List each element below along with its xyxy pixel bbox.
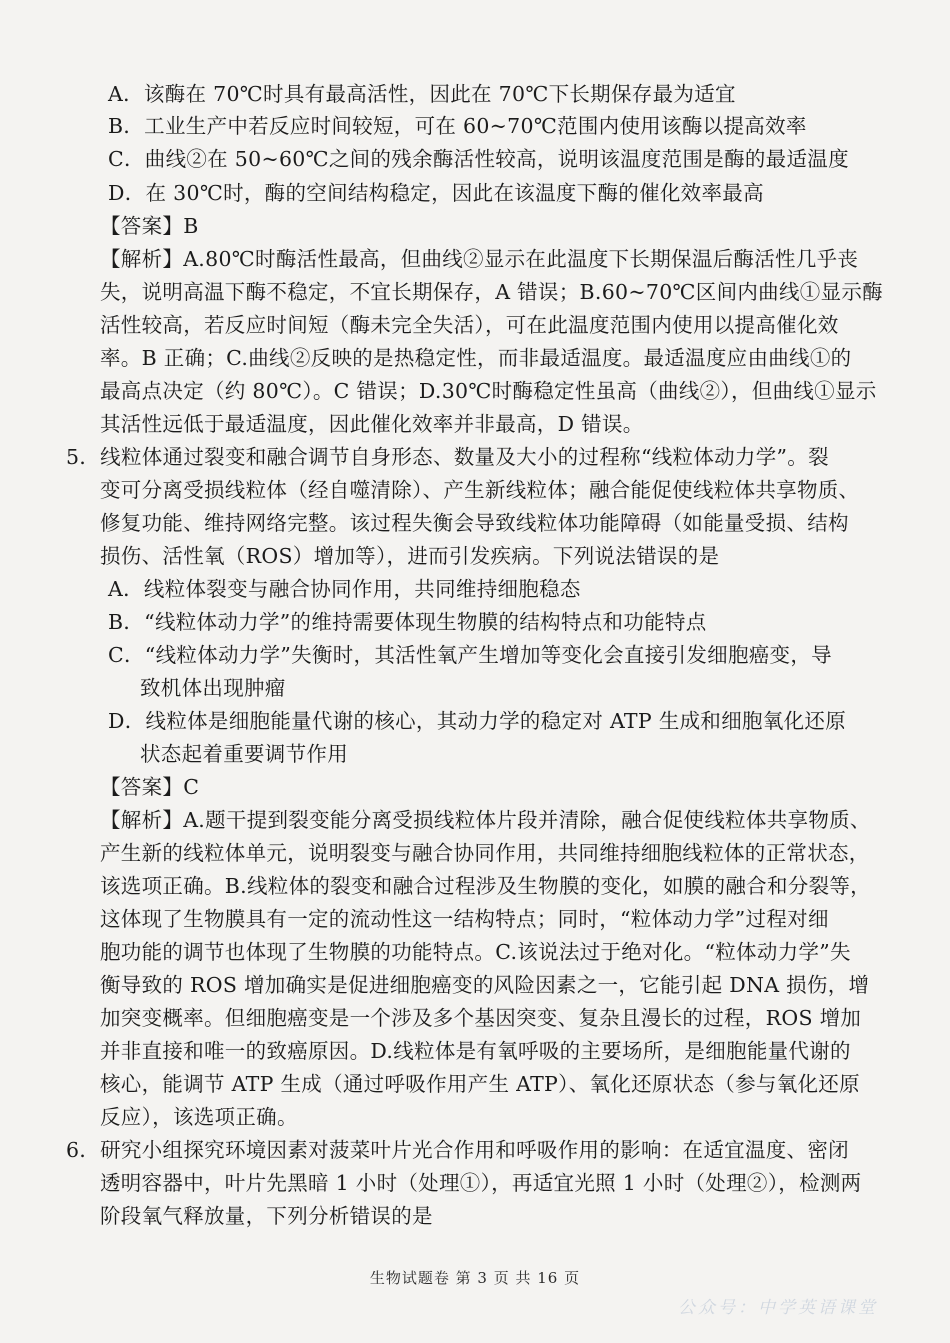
text-line: 产生新的线粒体单元，说明裂变与融合协同作用，共同维持细胞线粒体的正常状态， <box>100 841 870 865</box>
text-line: 修复功能、维持网络完整。该过程失衡会导致线粒体功能障碍（如能量受损、结构 <box>100 511 849 535</box>
text-line: C．曲线②在 50~60℃之间的残余酶活性较高，说明该温度范围是酶的最适温度 <box>108 147 849 171</box>
text-line: 致机体出现肿瘤 <box>140 676 286 700</box>
text-line: 失，说明高温下酶不稳定，不宜长期保存，A 错误；B.60~70℃区间内曲线①显示酶 <box>100 280 883 304</box>
text-line: 透明容器中，叶片先黑暗 1 小时（处理①），再适宜光照 1 小时（处理②），检测两 <box>100 1171 862 1195</box>
text-line: 【答案】B <box>100 214 199 238</box>
text-line: 胞功能的调节也体现了生物膜的功能特点。C.该说法过于绝对化。“粒体动力学”失 <box>100 940 851 964</box>
page-footer: 生物试题卷 第 3 页 共 16 页 <box>369 1269 581 1287</box>
text-line: 状态起着重要调节作用 <box>140 742 348 766</box>
text-line: 活性较高，若反应时间短（酶未完全失活），可在此温度范围内使用以提高催化效 <box>100 313 839 337</box>
text-line: 5．线粒体通过裂变和融合调节自身形态、数量及大小的过程称“线粒体动力学”。裂 <box>66 445 829 469</box>
text-line: 并非直接和唯一的致癌原因。D.线粒体是有氧呼吸的主要场所，是细胞能量代谢的 <box>100 1039 851 1063</box>
text-line: A．线粒体裂变与融合协同作用，共同维持细胞稳态 <box>108 577 581 601</box>
text-line: 率。B 正确；C.曲线②反映的是热稳定性，而非最适温度。最适温度应由曲线①的 <box>100 346 852 370</box>
text-line: D．线粒体是细胞能量代谢的核心，其动力学的稳定对 ATP 生成和细胞氧化还原 <box>108 709 847 733</box>
text-line: 变可分离受损线粒体（经自噬清除）、产生新线粒体；融合能促使线粒体共享物质、 <box>100 478 860 502</box>
text-line: B．工业生产中若反应时间较短，可在 60~70℃范围内使用该酶以提高效率 <box>108 114 807 138</box>
text-line: D．在 30℃时，酶的空间结构稳定，因此在该温度下酶的催化效率最高 <box>108 181 764 205</box>
text-line: 【解析】A.80℃时酶活性最高，但曲线②显示在此温度下长期保温后酶活性几乎丧 <box>100 247 859 271</box>
text-line: 【答案】C <box>100 775 200 799</box>
text-line: 其活性远低于最适温度，因此催化效率并非最高，D 错误。 <box>100 412 644 436</box>
text-line: 最高点决定（约 80℃）。C 错误；D.30℃时酶稳定性虽高（曲线②），但曲线①显示 <box>100 379 877 403</box>
text-line: 阶段氧气释放量，下列分析错误的是 <box>100 1204 433 1228</box>
text-line: 【解析】A.题干提到裂变能分离受损线粒体片段并清除，融合促使线粒体共享物质、 <box>100 808 871 832</box>
text-line: 衡导致的 ROS 增加确实是促进细胞癌变的风险因素之一，它能引起 DNA 损伤，增 <box>100 973 870 997</box>
text-line: 核心，能调节 ATP 生成（通过呼吸作用产生 ATP）、氧化还原状态（参与氧化还原 <box>100 1072 860 1096</box>
text-line: 反应），该选项正确。 <box>100 1105 298 1129</box>
text-line: 该选项正确。B.线粒体的裂变和融合过程涉及生物膜的变化，如膜的融合和分裂等， <box>100 874 871 898</box>
text-line: A．该酶在 70℃时具有最高活性，因此在 70℃下长期保存最为适宜 <box>108 82 736 106</box>
text-line: 损伤、活性氧（ROS）增加等），进而引发疾病。下列说法错误的是 <box>100 544 720 568</box>
text-line: 加突变概率。但细胞癌变是一个涉及多个基因突变、复杂且漫长的过程，ROS 增加 <box>100 1006 862 1030</box>
watermark: 公众号：中学英语课堂 <box>678 1298 878 1318</box>
text-line: B．“线粒体动力学”的维持需要体现生物膜的结构特点和功能特点 <box>108 610 707 634</box>
text-line: 这体现了生物膜具有一定的流动性这一结构特点；同时，“粒体动力学”过程对细 <box>100 907 829 931</box>
text-line: 6．研究小组探究环境因素对菠菜叶片光合作用和呼吸作用的影响：在适宜温度、密闭 <box>66 1138 849 1162</box>
text-line: C．“线粒体动力学”失衡时，其活性氧产生增加等变化会直接引发细胞癌变，导 <box>108 643 832 667</box>
